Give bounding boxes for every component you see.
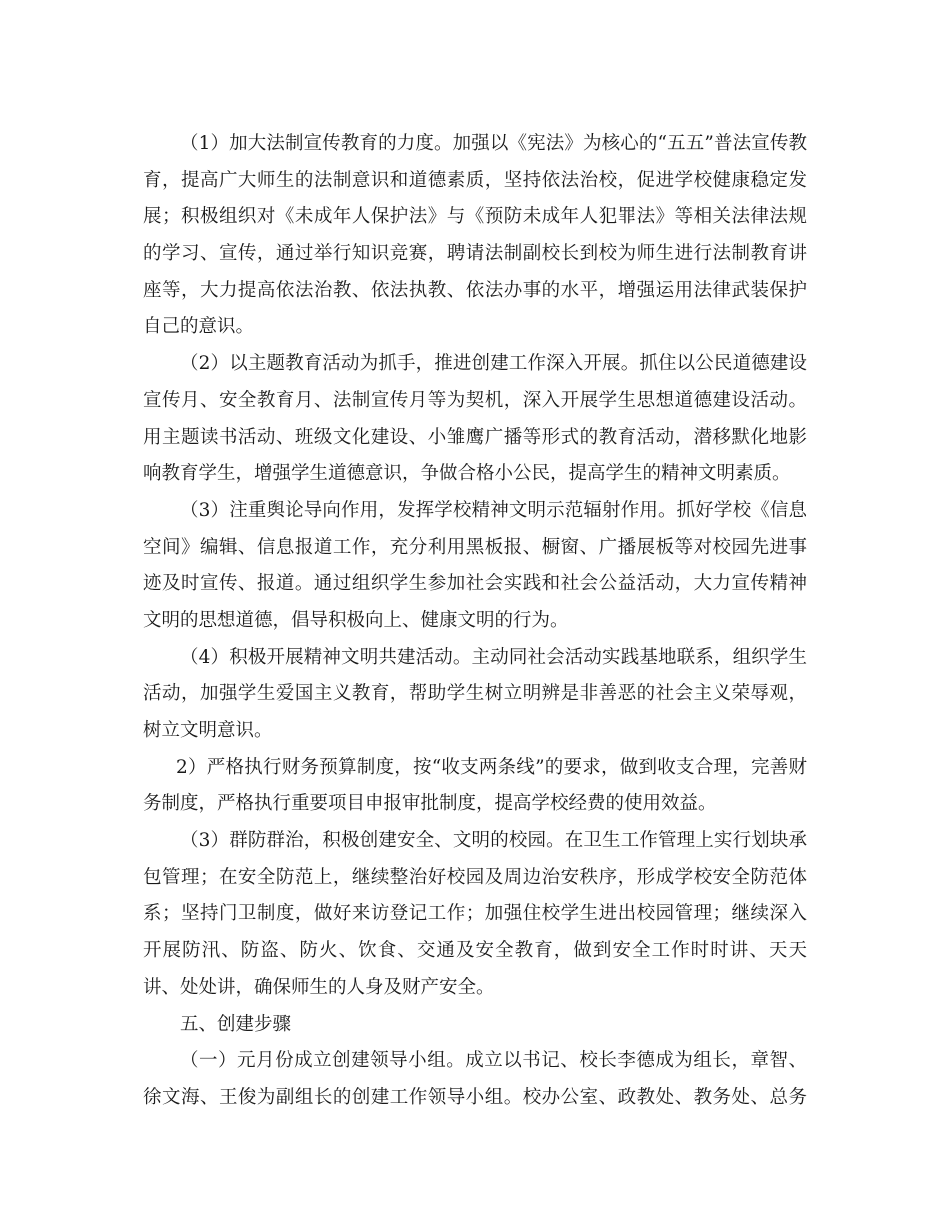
paragraph-4 (143, 640, 807, 750)
text-line: （3）群防群治，积极创建安全、文明的校园。在卫生工作管理上实行划块承 (180, 830, 807, 852)
text-line: 宣传月、安全教育月、法制宣传月等为契机，深入开展学生思想道德建设活动。 (143, 389, 807, 411)
text-line: 自己的意识。 (143, 316, 255, 338)
paragraph-2 (143, 346, 807, 493)
text-line: 的学习、宣传，通过举行知识竞赛，聘请法制副校长到校为师生进行法制教育讲 (143, 243, 807, 265)
text-line: 2）严格执行财务预算制度，按“收支两条线”的要求，做到收支合理，完善财 (176, 756, 807, 778)
paragraph-1 (143, 126, 807, 346)
text-line: 座等，大力提高依法治教、依法执教、依法办事的水平，增强运用法律武装保护 (143, 279, 807, 301)
text-line: （2）以主题教育活动为抓手，推进创建工作深入开展。抓住以公民道德建设 (180, 353, 807, 375)
paragraph-3 (143, 493, 807, 640)
paragraph-5 (143, 750, 807, 823)
text-line: 包管理；在安全防范上，继续整治好校园及周边治安秩序，形成学校安全防范体 (143, 866, 807, 888)
text-line: 空间》编辑、信息报道工作，充分利用黑板报、橱窗、广播展板等对校园先进事 (143, 536, 807, 558)
text-line: 讲、处处讲，确保师生的人身及财产安全。 (143, 976, 495, 998)
text-line: 系；坚持门卫制度，做好来访登记工作；加强住校学生进出校园管理；继续深入 (143, 903, 807, 925)
text-line: 务制度，严格执行重要项目申报审批制度，提高学校经费的使用效益。 (143, 793, 717, 815)
text-line: 展；积极组织对《未成年人保护法》与《预防未成年人犯罪法》等相关法律法规 (143, 206, 807, 228)
text-line: 响教育学生，增强学生道德意识，争做合格小公民，提高学生的精神文明素质。 (143, 463, 791, 485)
text-line: （1）加大法制宣传教育的力度。加强以《宪法》为核心的“五五”普法宣传教 (180, 133, 807, 154)
text-line: 迹及时宣传、报道。通过组织学生参加社会实践和社会公益活动，大力宣传精神 (143, 573, 807, 595)
text-line: 活动，加强学生爱国主义教育，帮助学生树立明辨是非善恶的社会主义荣辱观， (143, 683, 807, 705)
text-line: 育，提高广大师生的法制意识和道德素质，坚持依法治校，促进学校健康稳定发 (143, 169, 807, 191)
paragraph-6 (143, 823, 807, 1006)
text-line: （4）积极开展精神文明共建活动。主动同社会活动实践基地联系，组织学生 (180, 646, 807, 668)
paragraph-8 (143, 1043, 807, 1116)
text-line: （3）注重舆论导向作用，发挥学校精神文明示范辐射作用。抓好学校《信息 (180, 499, 807, 521)
text-line: （一）元月份成立创建领导小组。成立以书记、校长李德成为组长，章智、 (180, 1050, 807, 1072)
text-line: 树立文明意识。 (143, 720, 273, 741)
section-heading (143, 1007, 807, 1044)
section-title: 五、创建步骤 (180, 1013, 292, 1035)
text-line: 开展防汛、防盗、防火、饮食、交通及安全教育，做到安全工作时时讲、天天 (143, 940, 807, 962)
document-body (143, 126, 807, 1117)
text-line: 徐文海、王俊为副组长的创建工作领导小组。校办公室、政教处、教务处、总务 (143, 1086, 807, 1108)
text-line: 用主题读书活动、班级文化建设、小雏鹰广播等形式的教育活动，潜移默化地影 (143, 426, 807, 448)
text-line: 文明的思想道德，倡导积极向上、健康文明的行为。 (143, 609, 569, 631)
